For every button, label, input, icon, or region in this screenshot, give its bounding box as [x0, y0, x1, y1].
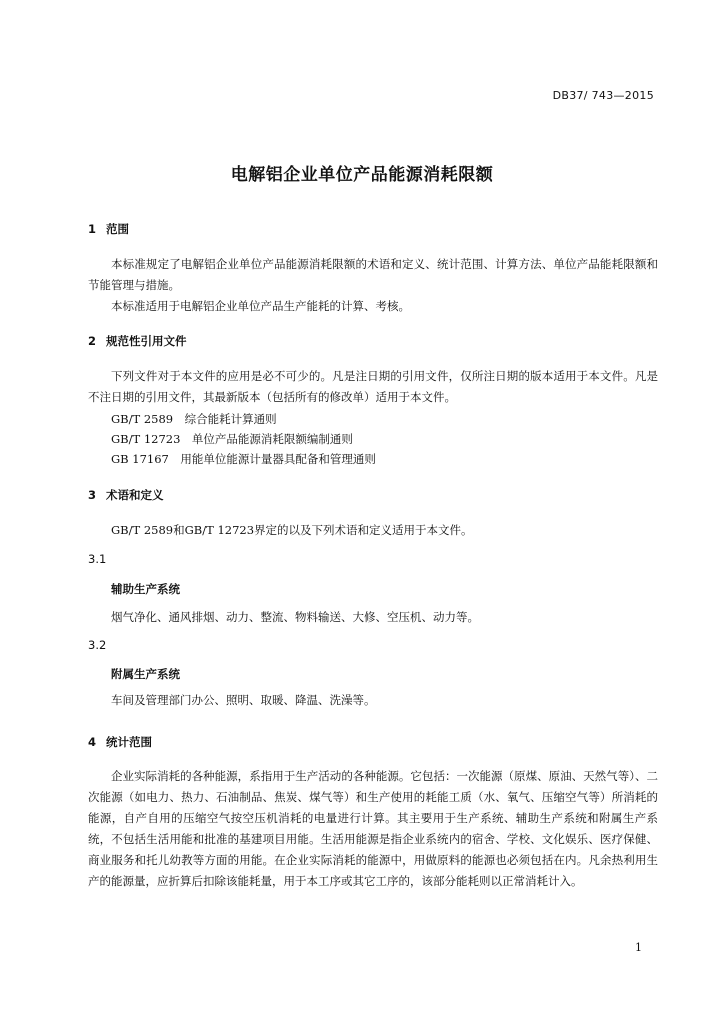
- term-number: 3.2: [88, 638, 107, 652]
- section-number: 1: [88, 222, 97, 236]
- section-number: 2: [88, 334, 97, 348]
- page-number: 1: [635, 941, 642, 954]
- section-1-paragraph-2: 本标准适用于电解铝企业单位产品生产能耗的计算、考核。: [111, 299, 410, 313]
- section-number: 4: [88, 735, 97, 749]
- section-2-paragraph-1: 下列文件对于本文件的应用是必不可少的。凡是注日期的引用文件，仅所注日期的版本适用于本文件。凡是不注日期的引用文件，其最新版本（包括所有的修改单）适用于本文件。: [88, 369, 658, 404]
- reference-item: GB/T 2589 综合能耗计算通则: [111, 412, 277, 426]
- document-title: 电解铝企业单位产品能源消耗限额: [230, 165, 494, 185]
- term-definition: 车间及管理部门办公、照明、取暖、降温、洗澡等。: [111, 693, 376, 707]
- section-number: 3: [88, 488, 97, 502]
- reference-item: GB 17167 用能单位能源计量器具配备和管理通则: [111, 452, 376, 466]
- section-3-heading: [88, 487, 164, 503]
- section-title: 规范性引用文件: [106, 334, 187, 348]
- section-1-heading: [88, 221, 129, 237]
- section-2-heading: [88, 333, 187, 349]
- section-4-paragraph-1: 企业实际消耗的各种能源，系指用于生产活动的各种能源。它包括：一次能源（原煤、原油、天然气等）、二次能源（如电力、热力、石油制品、焦炭、煤气等）和生产使用的耗能工质（水、氧气、压缩空气等）所消耗的能源，自产自用的压缩空气按空压机消耗的电量进行计算。其主要用于生产系统、辅助生产系统和附属生产系统，不包括生活用能和批准的基建项目用能。生活用能源是指企业系统内的宿舍、学校、文化娱乐、医疗保健、商业服务和托儿幼教等方面的用能。在企业实际消耗的能源中，用做原料的能源也必须包括在内。凡余热利用生产的能源量，应折算后扣除该能耗量，用于本工序或其它工序的，该部分能耗则以正常消耗计入。: [88, 769, 658, 888]
- reference-item: GB/T 12723 单位产品能源消耗限额编制通则: [111, 432, 353, 446]
- section-title: 范围: [106, 222, 129, 236]
- section-3-intro: GB/T 2589和GB/T 12723界定的以及下列术语和定义适用于本文件。: [111, 523, 473, 537]
- section-title: 术语和定义: [106, 488, 164, 502]
- standard-code: DB37/ 743—2015: [552, 89, 654, 102]
- term-number: 3.1: [88, 552, 107, 566]
- term-definition: 烟气净化、通风排烟、动力、整流、物料输送、大修、空压机、动力等。: [111, 610, 479, 624]
- section-title: 统计范围: [106, 735, 152, 749]
- term-name: 辅助生产系统: [111, 582, 180, 596]
- section-1-paragraph-1: 本标准规定了电解铝企业单位产品能源消耗限额的术语和定义、统计范围、计算方法、单位产品能耗限额和节能管理与措施。: [88, 257, 658, 292]
- section-4-heading: [88, 734, 152, 750]
- term-name: 附属生产系统: [111, 667, 180, 681]
